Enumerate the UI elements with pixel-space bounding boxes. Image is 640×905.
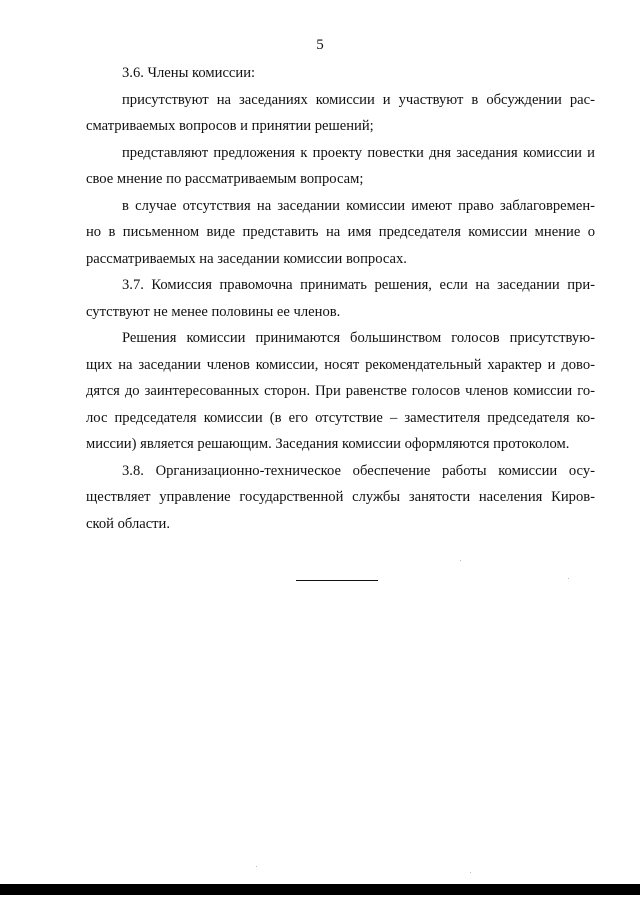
text-line: но в письменном виде представить на имя председателя комиссии мнение о	[86, 224, 595, 240]
text-line: Решения комиссии принимаются большинством голосов присутствую-	[122, 330, 595, 346]
scan-speck	[256, 866, 257, 867]
text-line: дятся до заинтересованных сторон. При равенстве голосов членов комиссии го-	[86, 383, 595, 399]
scan-edge-bar	[0, 884, 640, 895]
text-line: сутствуют не менее половины ее членов.	[86, 303, 341, 320]
paragraph-3-6-heading	[86, 60, 595, 87]
text-line: в случае отсутствия на заседании комиссии имеют право заблаговремен-	[122, 197, 595, 214]
paragraph-3-6-item-proposals	[86, 140, 595, 193]
scan-speck	[568, 578, 569, 579]
scan-speck	[460, 560, 461, 561]
text-line: ществляет управление государственной службы занятости населения Киров-	[86, 489, 595, 505]
paragraph-3-8	[86, 458, 595, 538]
end-divider-line	[296, 580, 378, 581]
page-number: 5	[316, 37, 324, 53]
text-line: 3.7. Комиссия правомочна принимать решения, если на заседании при-	[122, 277, 595, 293]
text-line: 3.6. Члены комиссии:	[122, 65, 256, 81]
paragraph-3-6-item-absence	[86, 193, 595, 273]
text-line: 3.8. Организационно-техническое обеспечение работы комиссии осу-	[122, 462, 595, 479]
paragraph-3-6-item-attend	[86, 87, 595, 140]
scan-speck	[470, 872, 471, 873]
text-line: свое мнение по рассматриваемым вопросам;	[86, 171, 364, 187]
text-line: миссии) является решающим. Заседания комиссии оформляются протоколом.	[86, 436, 570, 452]
text-line: представляют предложения к проекту повестки дня заседания комиссии и	[122, 144, 595, 161]
paragraph-3-7-decisions	[86, 325, 595, 458]
text-line: сматриваемых вопросов и принятии решений;	[86, 118, 374, 134]
text-line: присутствуют на заседаниях комиссии и участвуют в обсуждении рас-	[122, 91, 595, 108]
paragraph-3-7	[86, 272, 595, 325]
text-line: щих на заседании членов комиссии, носят рекомендательный характер и дово-	[86, 356, 595, 373]
text-line: ской области.	[86, 515, 171, 532]
document-body	[86, 60, 595, 537]
text-line: рассматриваемых на заседании комиссии вопросах.	[86, 250, 407, 267]
text-line: лос председателя комиссии (в его отсутствие – заместителя председателя ко-	[86, 409, 595, 426]
